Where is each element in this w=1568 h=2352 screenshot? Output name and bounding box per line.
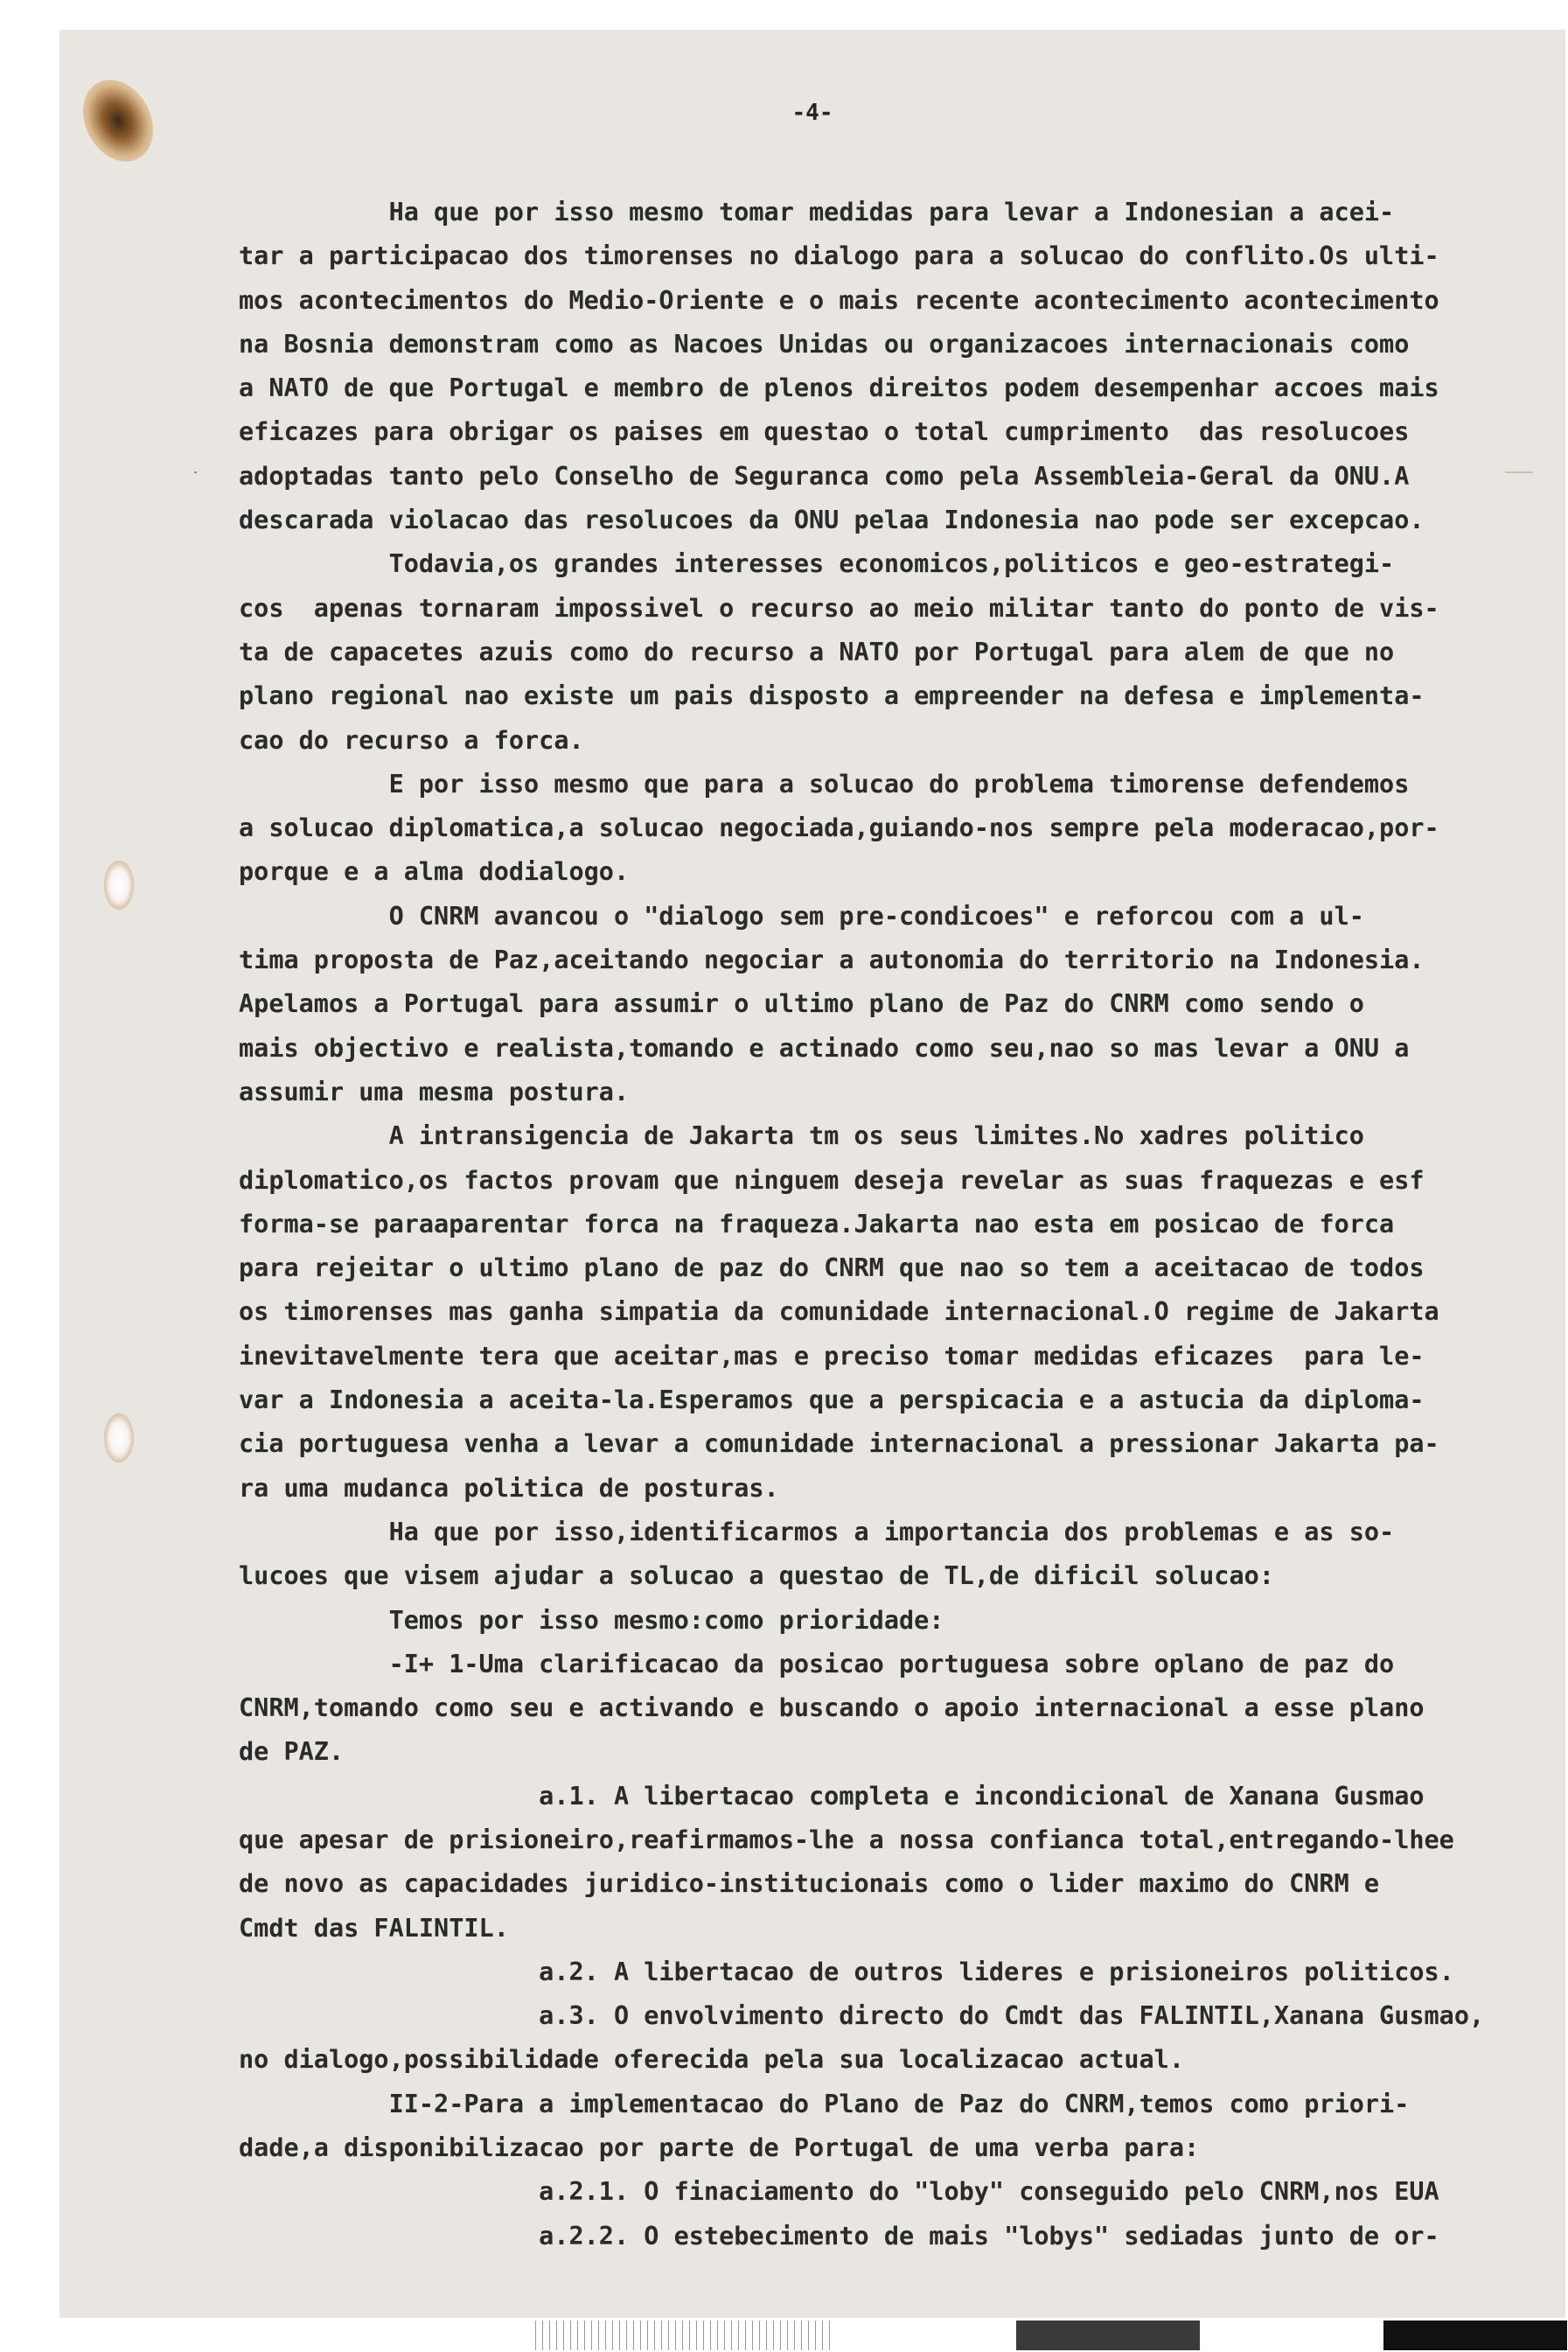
text-line: inevitavelmente tera que aceitar,mas e preciso tomar medidas eficazes para le- <box>239 1341 1425 1371</box>
text-line: a solucao diplomatica,a solucao negociada,guiando-nos sempre pela moderacao,por- <box>239 813 1439 843</box>
text-line: Cmdt das FALINTIL. <box>239 1913 509 1943</box>
text-line: -I+ 1-Uma clarificacao da posicao portuguesa sobre oplano de paz do <box>239 1649 1395 1679</box>
text-line: na Bosnia demonstram como as Nacoes Unidas ou organizacoes internacionais como <box>239 329 1410 359</box>
ruler-ticks <box>535 2321 833 2350</box>
ruler-segment-white <box>833 2321 1016 2350</box>
text-line: II-2-Para a implementacao do Plano de Paz do CNRM,temos como priori- <box>239 2089 1410 2118</box>
document-page <box>59 30 1565 2318</box>
scale-ruler <box>535 2321 1567 2350</box>
text-line: CNRM,tomando como seu e activando e buscando o apoio internacional a esse plano <box>239 1693 1425 1723</box>
text-line: mais objectivo e realista,tomando e actinado como seu,nao so mas levar a ONU a <box>239 1033 1410 1063</box>
text-line: a.2.2. O estebecimento de mais "lobys" sediadas junto de or- <box>239 2221 1439 2251</box>
text-line: plano regional nao existe um pais disposto a empreender na defesa e implementa- <box>239 681 1425 711</box>
text-line: diplomatico,os factos provam que ninguem deseja revelar as suas fraquezas e esf <box>239 1165 1425 1195</box>
text-line: Todavia,os grandes interesses economicos,politicos e geo-estrategi- <box>239 549 1395 579</box>
text-line: ta de capacetes azuis como do recurso a NATO por Portugal para alem de que no <box>239 637 1395 667</box>
ruler-segment-white <box>1200 2321 1383 2350</box>
text-line: Apelamos a Portugal para assumir o ultimo plano de Paz do CNRM como sendo o <box>239 989 1364 1019</box>
text-line: cos apenas tornaram impossivel o recurso ao meio militar tanto do ponto de vis- <box>239 593 1439 623</box>
fold-mark <box>1505 471 1533 473</box>
text-line: assumir uma mesma postura. <box>239 1077 630 1106</box>
pinhole-mark <box>194 471 197 473</box>
text-line: Ha que por isso,identificarmos a importancia dos problemas e as so- <box>239 1517 1395 1546</box>
text-line: os timorenses mas ganha simpatia da comunidade internacional.O regime de Jakarta <box>239 1297 1439 1327</box>
text-line: mos acontecimentos do Medio-Oriente e o mais recente acontecimento acontecimento <box>239 285 1439 315</box>
text-line: para rejeitar o ultimo plano de paz do CNRM que nao so tem a aceitacao de todos <box>239 1253 1425 1283</box>
text-line: adoptadas tanto pelo Conselho de Seguranca como pela Assembleia-Geral da ONU.A <box>239 461 1410 491</box>
text-line: Ha que por isso mesmo tomar medidas para levar a Indonesian a acei- <box>239 198 1395 227</box>
text-line: de PAZ. <box>239 1737 345 1767</box>
text-line: a.2. A libertacao de outros lideres e prisioneiros politicos. <box>239 1957 1454 1986</box>
text-line: O CNRM avancou o "dialogo sem pre-condicoes" e reforcou com a ul- <box>239 901 1364 931</box>
text-line: no dialogo,possibilidade oferecida pela sua localizacao actual. <box>239 2045 1184 2075</box>
text-line: a.2.1. O finaciamento do "loby" conseguido pelo CNRM,nos EUA <box>239 2177 1439 2207</box>
text-line: a.1. A libertacao completa e incondicional de Xanana Gusmao <box>239 1781 1425 1811</box>
page-number: -4- <box>791 100 833 126</box>
text-line: porque e a alma dodialogo. <box>239 857 630 887</box>
text-line: dade,a disponibilizacao por parte de Portugal de uma verba para: <box>239 2133 1200 2163</box>
text-line: tar a participacao dos timorenses no dialogo para a solucao do conflito.Os ulti- <box>239 241 1439 271</box>
punch-hole-upper <box>104 861 134 910</box>
text-line: A intransigencia de Jakarta tm os seus limites.No xadres politico <box>239 1121 1364 1151</box>
text-line: de novo as capacidades juridico-institucionais como o lider maximo do CNRM e <box>239 1869 1380 1899</box>
text-line: E por isso mesmo que para a solucao do problema timorense defendemos <box>239 769 1410 799</box>
text-line: ra uma mudanca politica de posturas. <box>239 1473 779 1503</box>
text-line: tima proposta de Paz,aceitando negociar a autonomia do territorio na Indonesia. <box>239 946 1425 975</box>
text-line: cia portuguesa venha a levar a comunidade internacional a pressionar Jakarta pa- <box>239 1429 1439 1459</box>
text-line: a.3. O envolvimento directo do Cmdt das FALINTIL,Xanana Gusmao, <box>239 2001 1485 2031</box>
text-line: a NATO de que Portugal e membro de plenos direitos podem desempenhar accoes mais <box>239 373 1439 403</box>
text-line: cao do recurso a forca. <box>239 725 584 755</box>
ruler-segment-dark <box>1016 2321 1200 2350</box>
text-line: que apesar de prisioneiro,reafirmamos-lhe a nossa confianca total,entregando-lhee <box>239 1825 1454 1854</box>
ruler-segment-black <box>1383 2321 1567 2350</box>
text-line: descarada violacao das resolucoes da ONU pelaa Indonesia nao pode ser excepcao. <box>239 506 1425 535</box>
punch-hole-lower <box>104 1413 134 1462</box>
text-line: Temos por isso mesmo:como prioridade: <box>239 1605 944 1635</box>
text-line: eficazes para obrigar os paises em questao o total cumprimento das resolucoes <box>239 417 1410 447</box>
text-line: var a Indonesia a aceita-la.Esperamos que a perspicacia e a astucia da diploma- <box>239 1385 1425 1415</box>
text-line: lucoes que visem ajudar a solucao a questao de TL,de dificil solucao: <box>239 1561 1274 1591</box>
text-line: forma-se paraaparentar forca na fraqueza.Jakarta nao esta em posicao de forca <box>239 1209 1395 1239</box>
typewritten-body <box>239 191 1498 2258</box>
